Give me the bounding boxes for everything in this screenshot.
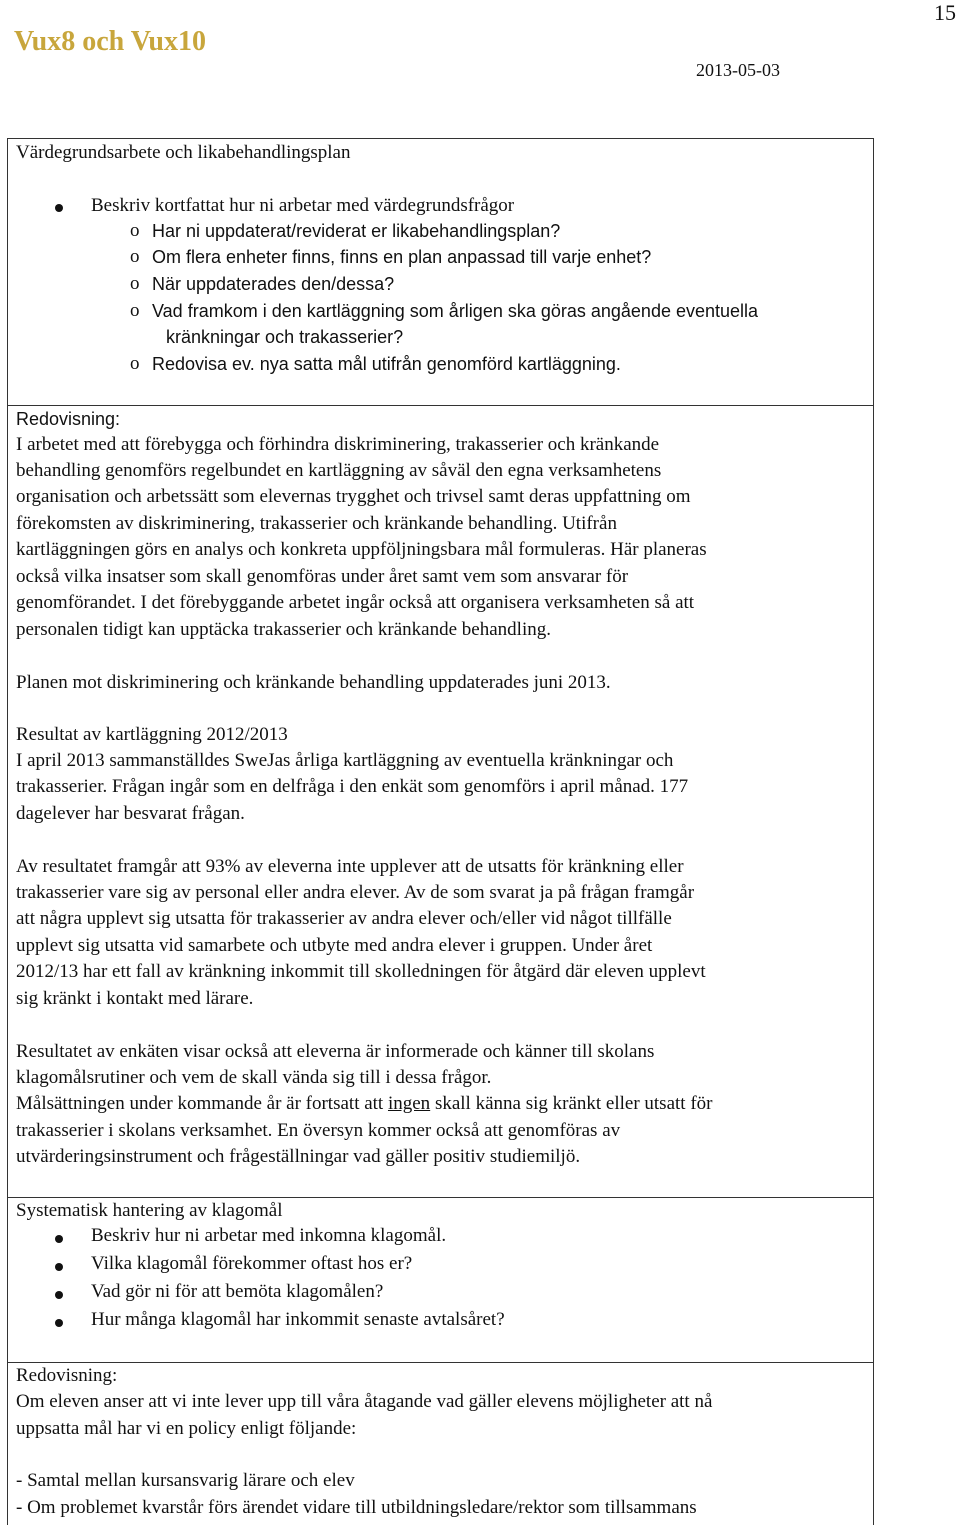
bullet-icon (55, 1263, 63, 1271)
paragraph-line: dagelever har besvarat frågan. (16, 803, 245, 824)
paragraph-line: trakasserier i skolans verksamhet. En översyn kommer också att genomföras av (16, 1120, 621, 1141)
section-divider (7, 405, 873, 406)
section-heading: Värdegrundsarbete och likabehandlingsplan (16, 142, 351, 163)
paragraph-line: kartläggningen görs en analys och konkreta uppföljningsbara mål formuleras. Här planeras (16, 539, 707, 560)
dash-item: - Om problemet kvarstår förs ärendet vidare till utbildningsledare/rektor som tillsammans (16, 1497, 697, 1518)
paragraph-line: Av resultatet framgår att 93% av eleverna inte upplever att de utsatts för kränkning eller (16, 856, 684, 877)
report-label: Redovisning: (16, 1365, 118, 1386)
paragraph-line: klagomålsrutiner och vem de skall vända sig till i dessa frågor. (16, 1067, 492, 1088)
paragraph-line: Resultatet av enkäten visar också att eleverna är informerade och känner till skolans (16, 1041, 655, 1062)
section-divider (7, 1362, 873, 1363)
paragraph-line: behandling genomförs regelbundet en kartläggning av såväl den egna verksamhetens (16, 460, 662, 481)
goal-text-before: Målsättningen under kommande år är fortsatt att (16, 1093, 388, 1114)
sub-list-item: Om flera enheter finns, finns en plan anpassad till varje enhet? (152, 247, 652, 267)
goal-emphasis: ingen (387, 1093, 431, 1114)
paragraph-line: genomförandet. I det förebyggande arbetet ingår också att organisera verksamheten så att (16, 592, 695, 613)
goal-text-after: skall känna sig kränkt eller utsatt för (430, 1093, 713, 1114)
bullet-icon (55, 1319, 63, 1327)
sub-list-item: Redovisa ev. nya satta mål utifrån genomförd kartläggning. (152, 354, 621, 374)
bullet-icon (55, 1235, 63, 1243)
list-item: Beskriv hur ni arbetar med inkomna klagomål. (91, 1225, 447, 1246)
document-title: Vux8 och Vux10 (14, 26, 206, 57)
paragraph-line: upplevt sig utsatta vid samarbete och utbyte med andra elever i gruppen. Under året (16, 935, 653, 956)
paragraph-line: trakasserier. Frågan ingår som en delfråga i den enkät som genomförs i april månad. 177 (16, 776, 689, 797)
list-item: Vad gör ni för att bemöta klagomålen? (91, 1281, 384, 1302)
sub-list-item: Har ni uppdaterat/reviderat er likabehandlingsplan? (152, 221, 561, 241)
plan-update-note: Planen mot diskriminering och kränkande behandling uppdaterades juni 2013. (16, 672, 611, 693)
paragraph-line: I april 2013 sammanställdes SweJas årliga kartläggning av eventuella kränkningar och (16, 750, 674, 771)
paragraph-line: också vilka insatser som skall genomföras under året samt vem som ansvarar för (16, 566, 629, 587)
page-number: 15 (934, 0, 956, 25)
sub-list-item: När uppdaterades den/dessa? (152, 274, 395, 294)
document-date: 2013-05-03 (696, 60, 780, 80)
dash-item: - Samtal mellan kursansvarig lärare och elev (16, 1470, 355, 1491)
paragraph-line: 2012/13 har ett fall av kränkning inkommit till skolledningen för åtgärd där eleven upplevt (16, 961, 706, 982)
bullet-icon (55, 204, 63, 212)
result-heading: Resultat av kartläggning 2012/2013 (16, 724, 288, 745)
section-heading: Systematisk hantering av klagomål (16, 1200, 283, 1221)
report-label: Redovisning: (16, 409, 121, 429)
sub-bullet-icon: o (130, 273, 140, 294)
goal-line (16, 1091, 712, 1117)
sub-list-item: Vad framkom i den kartläggning som årligen ska göras angående eventuella (152, 301, 759, 321)
paragraph-line: förekomsten av diskriminering, trakasserier och kränkande behandling. Utifrån (16, 513, 617, 534)
paragraph-line: I arbetet med att förebygga och förhindra diskriminering, trakasserier och kränkande (16, 434, 660, 455)
paragraph-line: utvärderingsinstrument och frågeställningar vad gäller positiv studiemiljö. (16, 1146, 581, 1167)
list-item: Hur många klagomål har inkommit senaste avtalsåret? (91, 1309, 505, 1330)
bullet-icon (55, 1291, 63, 1299)
paragraph-line: organisation och arbetssätt som elevernas trygghet och trivsel samt deras uppfattning om (16, 486, 691, 507)
list-item: Vilka klagomål förekommer oftast hos er? (91, 1253, 413, 1274)
paragraph-line: trakasserier vare sig av personal eller andra elever. Av de som svarat ja på frågan framgår (16, 882, 695, 903)
sub-bullet-icon: o (130, 220, 140, 241)
paragraph-line: Om eleven anser att vi inte lever upp till våra åtagande vad gäller elevens möjligheter att nå (16, 1391, 713, 1412)
sub-list-item-continuation: kränkningar och trakasserier? (166, 327, 404, 347)
paragraph-line: uppsatta mål har vi en policy enligt följande: (16, 1418, 357, 1439)
list-item: Beskriv kortfattat hur ni arbetar med värdegrundsfrågor (91, 195, 515, 216)
paragraph-line: personalen tidigt kan upptäcka trakasserier och kränkande behandling. (16, 619, 551, 640)
sub-bullet-icon: o (130, 353, 140, 374)
sub-bullet-icon: o (130, 246, 140, 267)
sub-bullet-icon: o (130, 300, 140, 321)
paragraph-line: att några upplevt sig utsatta för trakasserier av andra elever och/eller vid något tillfälle (16, 908, 672, 929)
paragraph-line: sig kränkt i kontakt med lärare. (16, 988, 254, 1009)
